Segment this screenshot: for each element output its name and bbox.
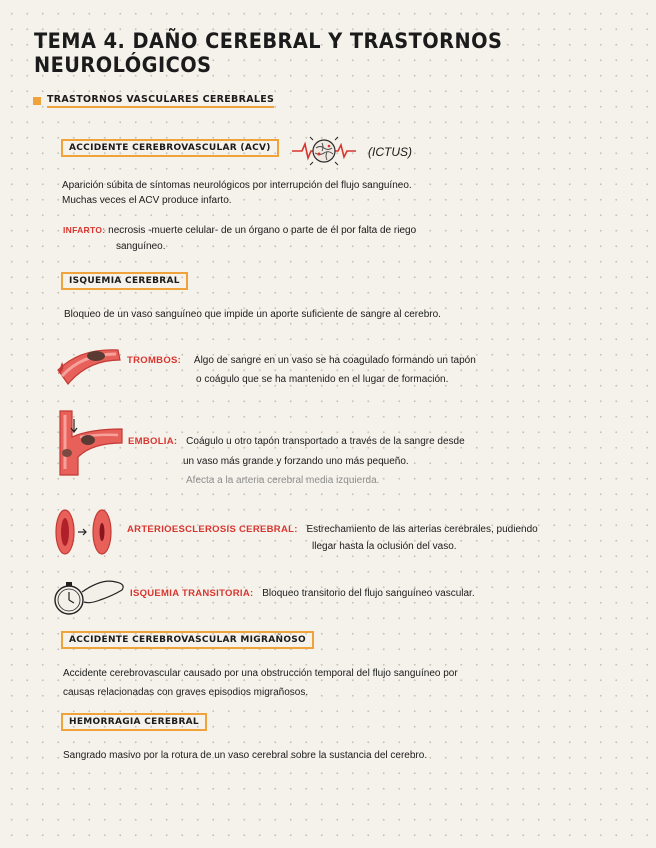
embolism-vessel-icon — [50, 407, 126, 479]
infarto-desc-line2: sanguíneo. — [116, 241, 166, 252]
embolia-term: EMBOLIA: — [128, 436, 178, 447]
trombos-desc-line1: Algo de sangre en un vaso se ha coagulado formando un tapón — [193, 355, 476, 366]
transitoria-term: ISQUEMIA TRANSITORIA: — [130, 588, 254, 599]
isquemia-desc: Bloqueo de un vaso sanguíneo que impide un aporte suficiente de sangre al cerebro. — [64, 309, 441, 320]
page-title: TEMA 4. DAÑO CEREBRAL Y TRASTORNOS NEUROLÓGICOS — [34, 29, 503, 77]
thrombus-vessel-icon — [54, 344, 124, 390]
migranoso-desc-line2: causas relacionadas con graves episodios migrañosos. — [63, 687, 309, 698]
embolia-desc-line2: un vaso más grande y forzando uno más pequeño. — [183, 456, 409, 467]
arterio-term: ARTERIOESCLEROSIS CEREBRAL: — [127, 524, 298, 535]
section-heading — [33, 94, 274, 108]
bullet-square-icon — [33, 97, 41, 105]
migranoso-heading: ACCIDENTE CEREBROVASCULAR MIGRAÑOSO — [61, 631, 314, 649]
infarto-desc-line1: necrosis -muerte celular- de un órgano o parte de él por falta de riego — [108, 225, 417, 236]
arteriosclerosis-icon — [54, 507, 114, 557]
acv-heading: ACCIDENTE CEREBROVASCULAR (ACV) — [61, 139, 279, 157]
hemorragia-desc: Sangrado masivo por la rotura de un vaso cerebral sobre la sustancia del cerebro. — [63, 750, 428, 761]
ictus-label: (ICTUS) — [368, 145, 412, 159]
embolia-note: Afecta a la arteria cerebral media izquierda. — [186, 475, 380, 486]
trombos-term: TROMBOS: — [127, 355, 182, 366]
arterio-desc-line1: Estrechamiento de las arterias cerebrales, pudiendo — [306, 524, 538, 535]
brain-pulse-icon — [292, 134, 356, 168]
infarto-term: INFARTO: — [63, 225, 106, 235]
isquemia-heading: ISQUEMIA CEREBRAL — [61, 272, 188, 290]
hemorragia-heading: HEMORRAGIA CEREBRAL — [61, 713, 207, 731]
embolia-desc-line1: Coágulo u otro tapón transportado a través de la sangre desde — [186, 436, 465, 447]
stopwatch-icon — [52, 576, 130, 618]
acv-desc-line2: Muchas veces el ACV produce infarto. — [62, 195, 232, 206]
transitoria-desc: Bloqueo transitorio del flujo sanguíneo vascular. — [262, 588, 475, 599]
arterio-desc-line2: llegar hasta la oclusión del vaso. — [312, 541, 457, 552]
trombos-desc-line2: o coágulo que se ha mantenido en el lugar de formación. — [196, 374, 449, 385]
migranoso-desc-line1: Accidente cerebrovascular causado por una obstrucción temporal del flujo sanguíneo por — [63, 668, 458, 679]
section-label: TRASTORNOS VASCULARES CEREBRALES — [47, 94, 274, 108]
acv-desc-line1: Aparición súbita de síntomas neurológicos por interrupción del flujo sanguíneo. — [62, 180, 412, 191]
